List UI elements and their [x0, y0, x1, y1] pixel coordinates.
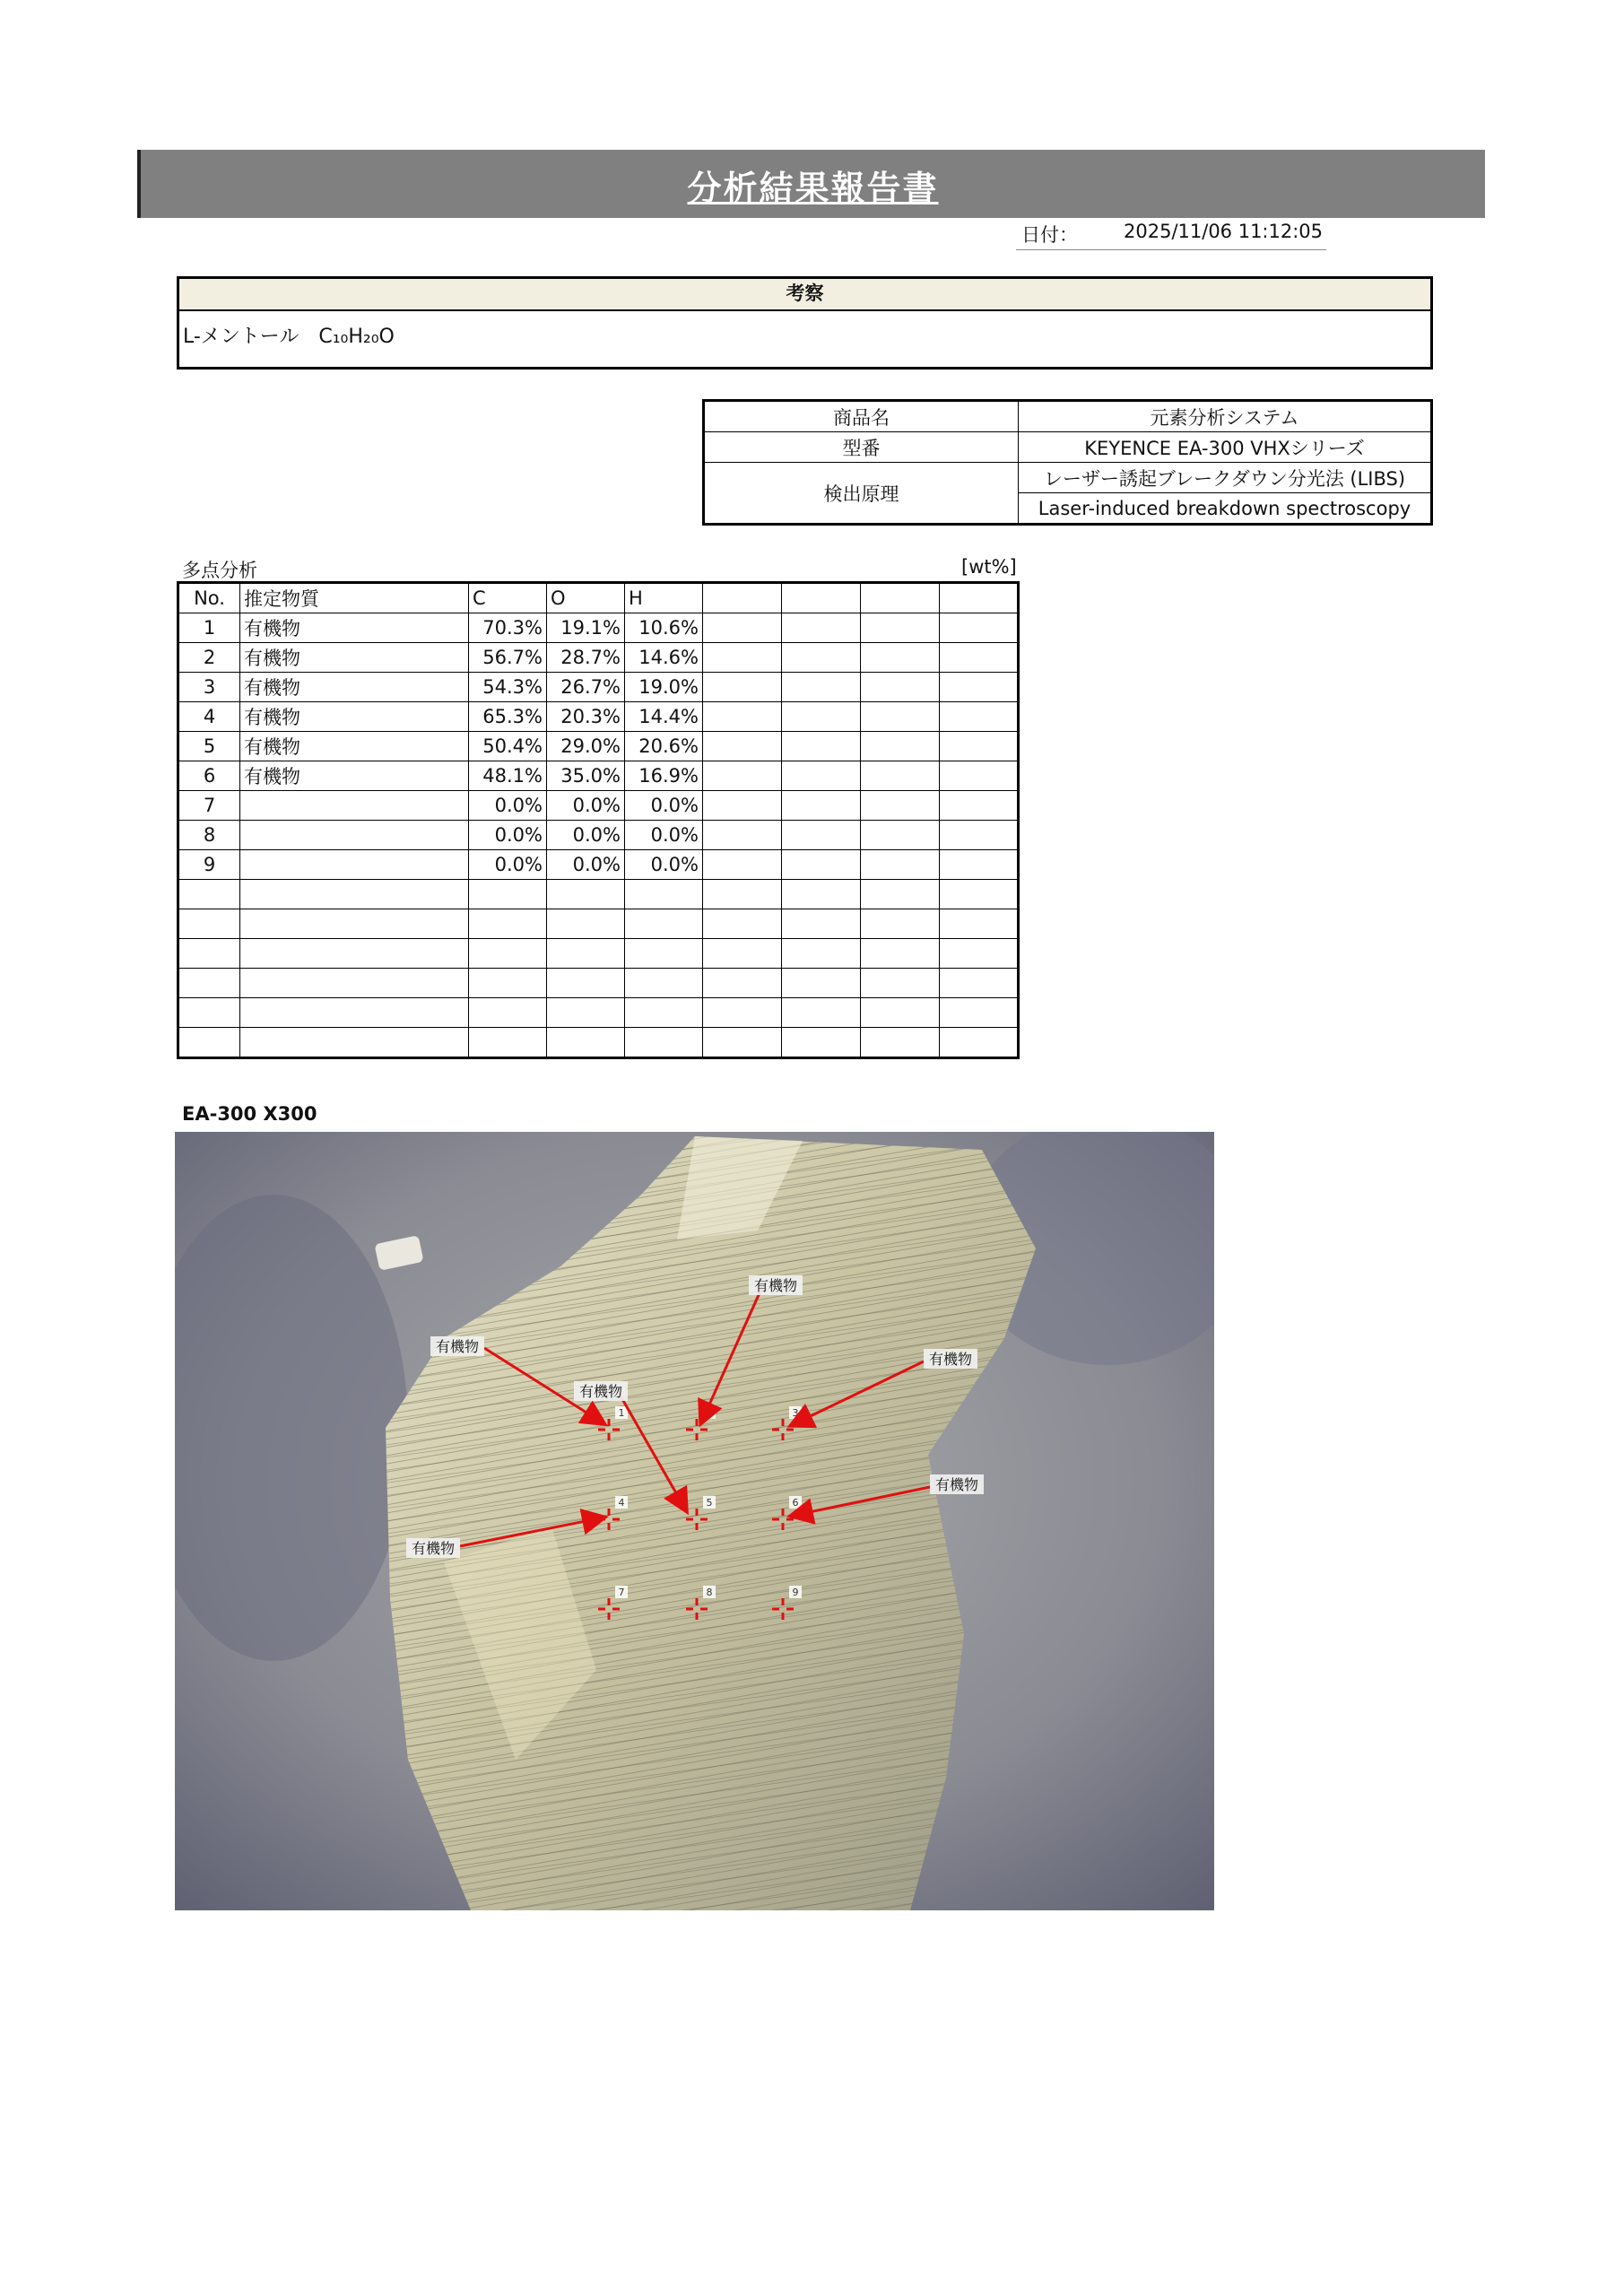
table-cell — [240, 909, 469, 939]
principle-value-ja: レーザー誘起ブレークダウン分光法 (LIBS) — [1019, 463, 1432, 493]
table-cell — [782, 643, 861, 673]
table-cell — [547, 880, 625, 909]
table-cell — [940, 732, 1019, 761]
table-cell — [861, 909, 940, 939]
table-cell: 65.3% — [469, 702, 547, 732]
table-cell — [940, 850, 1019, 880]
table-cell — [625, 909, 703, 939]
marker-number: 9 — [792, 1587, 799, 1598]
table-cell — [782, 613, 861, 643]
table-cell — [469, 998, 547, 1028]
marker-number: 4 — [618, 1497, 625, 1509]
table-cell: 56.7% — [469, 643, 547, 673]
callout-label: 有機物 — [934, 1476, 979, 1493]
table-cell: 0.0% — [625, 821, 703, 850]
table-cell — [782, 673, 861, 702]
callout-label: 有機物 — [578, 1383, 623, 1400]
table-cell: 35.0% — [547, 761, 625, 791]
table-cell — [240, 791, 469, 821]
table-header-row — [178, 583, 1019, 613]
table-cell — [625, 1028, 703, 1058]
table-cell — [240, 880, 469, 909]
table-cell: 19.1% — [547, 613, 625, 643]
table-header-cell — [782, 583, 861, 613]
consideration-header: 考察 — [179, 279, 1430, 311]
table-header-cell: H — [625, 583, 703, 613]
table-cell: 7 — [178, 791, 240, 821]
consideration-box — [177, 276, 1433, 370]
table-cell — [469, 939, 547, 969]
table-header-cell — [940, 583, 1019, 613]
table-header-cell: C — [469, 583, 547, 613]
table-cell — [703, 821, 782, 850]
table-cell — [625, 939, 703, 969]
table-cell — [782, 880, 861, 909]
table-cell — [547, 1028, 625, 1058]
marker-number: 7 — [618, 1587, 625, 1598]
principle-value-en: Laser-induced breakdown spectroscopy — [1019, 493, 1432, 525]
table-cell: 54.3% — [469, 673, 547, 702]
table-cell — [703, 998, 782, 1028]
principle-label: 検出原理 — [704, 463, 1019, 525]
table-cell — [861, 939, 940, 969]
table-row — [178, 850, 1019, 880]
marker-number: 2 — [706, 1407, 713, 1419]
table-cell: 0.0% — [625, 850, 703, 880]
table-cell — [861, 702, 940, 732]
table-cell: 5 — [178, 732, 240, 761]
table-row — [178, 998, 1019, 1028]
table-cell: 19.0% — [625, 673, 703, 702]
table-cell — [703, 969, 782, 998]
table-cell: 10.6% — [625, 613, 703, 643]
table-cell — [625, 969, 703, 998]
page-title: 分析結果報告書 — [687, 169, 939, 208]
micrograph-image — [175, 1132, 1214, 1910]
table-cell — [625, 998, 703, 1028]
table-cell — [861, 732, 940, 761]
table-header-cell: 推定物質 — [240, 583, 469, 613]
table-row — [178, 791, 1019, 821]
table-cell: 4 — [178, 702, 240, 732]
table-header-cell: No. — [178, 583, 240, 613]
consideration-text: L-メントール C₁₀H₂₀O — [183, 326, 395, 348]
table-row — [178, 613, 1019, 643]
table-cell — [940, 791, 1019, 821]
table-cell: 0.0% — [469, 791, 547, 821]
date-value: 2025/11/06 11:12:05 — [1124, 221, 1324, 242]
table-cell: 0.0% — [547, 850, 625, 880]
callout-label: 有機物 — [753, 1277, 798, 1294]
table-cell — [703, 673, 782, 702]
table-cell — [861, 850, 940, 880]
marker-number: 5 — [706, 1497, 713, 1509]
table-header-cell: O — [547, 583, 625, 613]
table-cell: 0.0% — [469, 821, 547, 850]
marker-number: 1 — [618, 1407, 625, 1419]
table-cell — [861, 613, 940, 643]
table-cell: 2 — [178, 643, 240, 673]
table-cell — [703, 761, 782, 791]
table-cell — [940, 1028, 1019, 1058]
table-cell: 0.0% — [469, 850, 547, 880]
table-row — [178, 909, 1019, 939]
table-cell: 有機物 — [240, 643, 469, 673]
table-header-cell — [703, 583, 782, 613]
table-cell: 1 — [178, 613, 240, 643]
table-cell — [240, 998, 469, 1028]
marker-number: 3 — [792, 1407, 799, 1419]
table-row — [178, 761, 1019, 791]
table-cell — [861, 791, 940, 821]
magnification-label: EA-300 X300 — [182, 1103, 317, 1125]
table-cell — [861, 1028, 940, 1058]
product-name-row — [704, 401, 1432, 432]
table-cell: 20.6% — [625, 732, 703, 761]
table-cell — [861, 673, 940, 702]
table-cell: 6 — [178, 761, 240, 791]
table-cell — [547, 909, 625, 939]
table-cell — [940, 643, 1019, 673]
table-cell — [861, 969, 940, 998]
table-cell: 28.7% — [547, 643, 625, 673]
table-cell — [782, 791, 861, 821]
callout-label: 有機物 — [435, 1338, 480, 1355]
table-cell: 29.0% — [547, 732, 625, 761]
table-cell: 有機物 — [240, 613, 469, 643]
table-cell — [861, 821, 940, 850]
table-cell — [940, 761, 1019, 791]
table-cell — [861, 643, 940, 673]
product-info-table — [702, 399, 1433, 526]
table-cell — [861, 880, 940, 909]
table-cell: 8 — [178, 821, 240, 850]
callout-label: 有機物 — [928, 1351, 973, 1368]
product-name-label: 商品名 — [704, 401, 1019, 432]
multipoint-table — [177, 581, 1020, 1059]
table-cell: 0.0% — [547, 821, 625, 850]
table-cell — [178, 880, 240, 909]
table-cell — [940, 702, 1019, 732]
table-cell — [782, 909, 861, 939]
table-cell — [861, 761, 940, 791]
table-cell — [469, 880, 547, 909]
table-cell — [940, 880, 1019, 909]
model-row — [704, 432, 1432, 463]
table-header-cell — [861, 583, 940, 613]
table-cell — [625, 880, 703, 909]
table-cell — [703, 791, 782, 821]
table-cell — [703, 850, 782, 880]
table-cell — [782, 969, 861, 998]
table-row — [178, 821, 1019, 850]
table-cell — [240, 850, 469, 880]
table-cell: 48.1% — [469, 761, 547, 791]
model-value: KEYENCE EA-300 VHXシリーズ — [1019, 432, 1432, 463]
table-cell — [703, 732, 782, 761]
marker-number: 6 — [792, 1497, 799, 1509]
principle-row — [704, 463, 1432, 493]
table-cell: 0.0% — [547, 791, 625, 821]
multipoint-title: 多点分析 — [182, 560, 257, 581]
table-row — [178, 880, 1019, 909]
table-cell: 50.4% — [469, 732, 547, 761]
table-cell — [178, 969, 240, 998]
table-cell — [178, 1028, 240, 1058]
table-cell — [240, 1028, 469, 1058]
table-cell — [469, 1028, 547, 1058]
table-cell: 有機物 — [240, 673, 469, 702]
table-cell — [940, 673, 1019, 702]
table-cell — [940, 939, 1019, 969]
table-cell — [703, 1028, 782, 1058]
table-cell — [940, 821, 1019, 850]
table-cell — [782, 998, 861, 1028]
table-cell: 26.7% — [547, 673, 625, 702]
marker-number: 8 — [706, 1587, 713, 1598]
table-cell: 有機物 — [240, 732, 469, 761]
table-cell — [547, 969, 625, 998]
table-cell — [940, 998, 1019, 1028]
table-cell — [547, 939, 625, 969]
table-cell — [240, 821, 469, 850]
table-row — [178, 673, 1019, 702]
table-cell — [703, 909, 782, 939]
table-row — [178, 939, 1019, 969]
table-cell — [178, 998, 240, 1028]
table-cell — [940, 909, 1019, 939]
table-cell — [782, 702, 861, 732]
table-row — [178, 732, 1019, 761]
table-row — [178, 969, 1019, 998]
table-cell — [547, 998, 625, 1028]
callout-label: 有機物 — [411, 1540, 456, 1557]
table-cell: 20.3% — [547, 702, 625, 732]
table-cell — [782, 761, 861, 791]
table-cell — [178, 939, 240, 969]
title-bar — [137, 150, 1485, 218]
table-cell — [178, 909, 240, 939]
table-cell: 70.3% — [469, 613, 547, 643]
table-cell — [703, 880, 782, 909]
model-label: 型番 — [704, 432, 1019, 463]
table-cell: 9 — [178, 850, 240, 880]
table-row — [178, 643, 1019, 673]
table-cell — [782, 850, 861, 880]
date-label: 日付： — [1021, 224, 1078, 246]
table-cell: 3 — [178, 673, 240, 702]
table-cell: 有機物 — [240, 761, 469, 791]
table-cell — [469, 909, 547, 939]
date-row — [1016, 219, 1326, 250]
table-cell — [940, 969, 1019, 998]
table-cell: 0.0% — [625, 791, 703, 821]
table-cell — [240, 939, 469, 969]
table-cell: 16.9% — [625, 761, 703, 791]
table-row — [178, 702, 1019, 732]
table-cell — [240, 969, 469, 998]
table-cell — [782, 732, 861, 761]
table-cell — [703, 702, 782, 732]
table-cell — [782, 939, 861, 969]
table-cell — [703, 939, 782, 969]
table-cell — [703, 613, 782, 643]
multipoint-unit: [wt%] — [961, 556, 1017, 578]
product-name-value: 元素分析システム — [1019, 401, 1432, 432]
table-cell — [703, 643, 782, 673]
table-row — [178, 1028, 1019, 1058]
table-cell — [940, 613, 1019, 643]
table-cell — [469, 969, 547, 998]
table-cell: 14.6% — [625, 643, 703, 673]
table-cell: 14.4% — [625, 702, 703, 732]
table-cell — [861, 998, 940, 1028]
table-cell: 有機物 — [240, 702, 469, 732]
table-cell — [782, 1028, 861, 1058]
table-cell — [782, 821, 861, 850]
